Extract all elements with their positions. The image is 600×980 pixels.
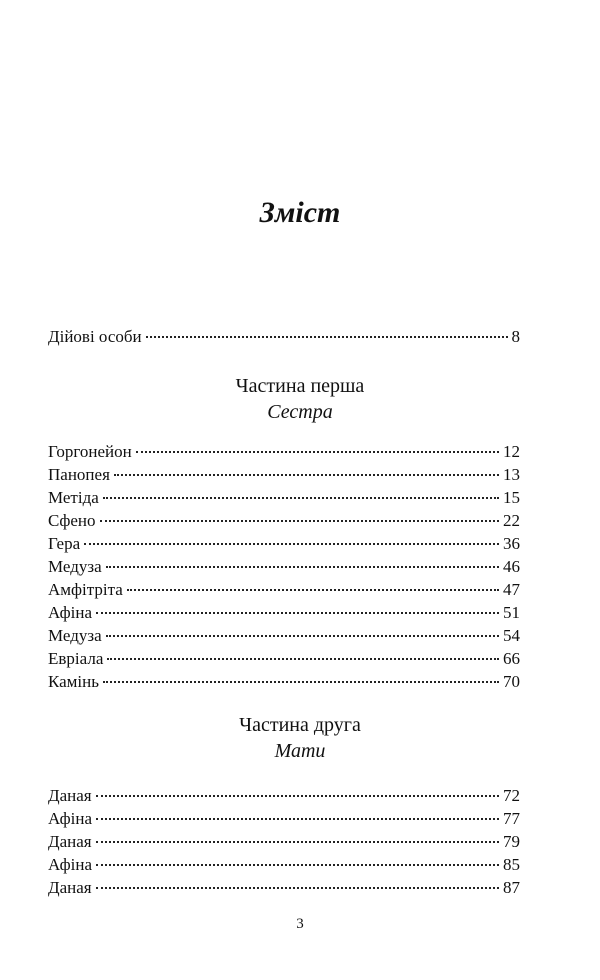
toc-entry-label: Сфено bbox=[48, 511, 96, 530]
toc-part-one bbox=[48, 440, 520, 693]
toc-entry-label: Гера bbox=[48, 534, 81, 553]
dot-leader bbox=[114, 474, 499, 476]
dot-leader bbox=[103, 681, 499, 683]
toc-entry-page: 72 bbox=[503, 786, 520, 805]
toc-entry-page: 8 bbox=[511, 327, 520, 346]
toc-entry-label: Даная bbox=[48, 832, 92, 851]
page-title: Зміст bbox=[259, 196, 341, 229]
dot-leader bbox=[146, 336, 508, 338]
toc-entry-page: 66 bbox=[503, 649, 520, 668]
toc-entry bbox=[48, 830, 520, 853]
toc-entry-label: Горгонейон bbox=[48, 442, 132, 461]
toc-entry bbox=[48, 509, 520, 532]
toc-entry-label: Афіна bbox=[48, 603, 93, 622]
dot-leader bbox=[96, 795, 499, 797]
dot-leader bbox=[106, 566, 499, 568]
toc-entry-page: 22 bbox=[503, 511, 520, 530]
page-number: 3 bbox=[296, 916, 304, 932]
toc-entry bbox=[48, 463, 520, 486]
part-subtitle: Мати bbox=[274, 740, 326, 762]
toc-entry-label: Камінь bbox=[48, 672, 99, 691]
dot-leader bbox=[96, 612, 499, 614]
dot-leader bbox=[96, 887, 499, 889]
dot-leader bbox=[107, 658, 499, 660]
part-heading: Частина перша bbox=[235, 375, 365, 397]
toc-entry-label: Даная bbox=[48, 878, 92, 897]
dot-leader bbox=[127, 589, 499, 591]
toc-entry-label: Даная bbox=[48, 786, 92, 805]
toc-entry-label: Афіна bbox=[48, 809, 93, 828]
toc-entry-label: Медуза bbox=[48, 626, 102, 645]
toc-entry-label: Панопея bbox=[48, 465, 110, 484]
toc-entry-label: Амфітріта bbox=[48, 580, 123, 599]
dot-leader bbox=[84, 543, 499, 545]
toc-entry-page: 79 bbox=[503, 832, 520, 851]
toc-entry-page: 70 bbox=[503, 672, 520, 691]
toc-entry-page: 47 bbox=[503, 580, 520, 599]
toc-intro bbox=[48, 325, 520, 348]
dot-leader bbox=[103, 497, 499, 499]
toc-entry bbox=[48, 555, 520, 578]
toc-entry-page: 85 bbox=[503, 855, 520, 874]
toc-entry-label: Метіда bbox=[48, 488, 99, 507]
toc-entry-page: 51 bbox=[503, 603, 520, 622]
toc-entry-page: 46 bbox=[503, 557, 520, 576]
toc-entry-page: 87 bbox=[503, 878, 520, 897]
toc-entry bbox=[48, 578, 520, 601]
toc-entry bbox=[48, 532, 520, 555]
toc-entry bbox=[48, 486, 520, 509]
toc-entry bbox=[48, 853, 520, 876]
toc-entry-page: 13 bbox=[503, 465, 520, 484]
toc-entry-label: Евріала bbox=[48, 649, 104, 668]
part-heading: Частина друга bbox=[239, 714, 361, 736]
dot-leader bbox=[106, 635, 499, 637]
dot-leader bbox=[136, 451, 499, 453]
toc-entry-label: Медуза bbox=[48, 557, 102, 576]
toc-entry bbox=[48, 601, 520, 624]
toc-entry bbox=[48, 440, 520, 463]
toc-entry bbox=[48, 784, 520, 807]
part-subtitle: Сестра bbox=[267, 401, 333, 423]
toc-entry-page: 15 bbox=[503, 488, 520, 507]
toc-entry-label: Дійові особи bbox=[48, 327, 142, 346]
toc-entry bbox=[48, 807, 520, 830]
toc-part-two bbox=[48, 784, 520, 899]
part-one-heading bbox=[0, 373, 600, 425]
toc-entry-page: 12 bbox=[503, 442, 520, 461]
dot-leader bbox=[96, 818, 499, 820]
toc-entry-page: 36 bbox=[503, 534, 520, 553]
dot-leader bbox=[96, 841, 499, 843]
toc-entry bbox=[48, 624, 520, 647]
toc-entry-label: Афіна bbox=[48, 855, 93, 874]
toc-entry bbox=[48, 670, 520, 693]
dot-leader bbox=[100, 520, 500, 522]
toc-entry-page: 77 bbox=[503, 809, 520, 828]
toc-entry-page: 54 bbox=[503, 626, 520, 645]
dot-leader bbox=[96, 864, 499, 866]
part-two-heading bbox=[0, 712, 600, 764]
toc-entry bbox=[48, 876, 520, 899]
toc-entry bbox=[48, 325, 520, 348]
toc-entry bbox=[48, 647, 520, 670]
